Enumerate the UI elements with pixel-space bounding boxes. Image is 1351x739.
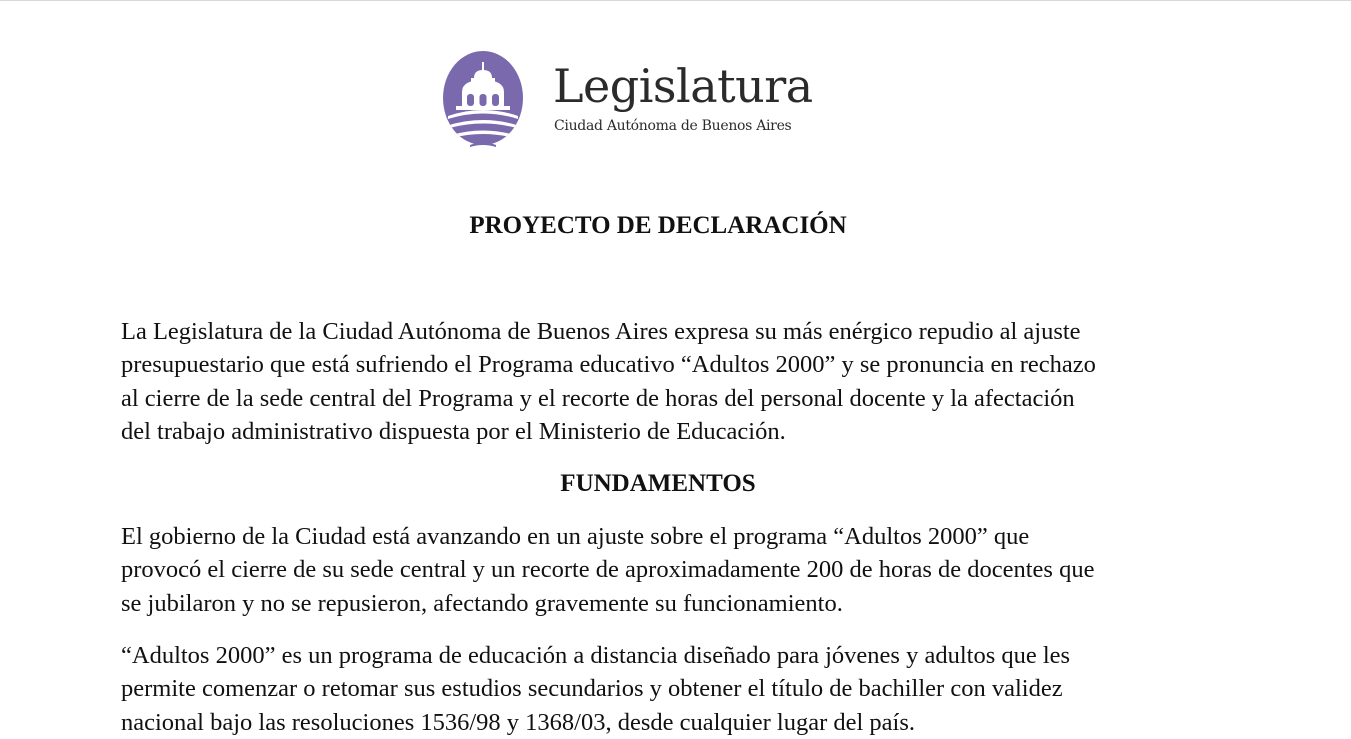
paragraph-line: provocó el cierre de su sede central y un recorte de aproximadamente 200 de horas de docentes que <box>121 556 1095 584</box>
declaration-line: presupuestario que está sufriendo el Programa educativo “Adultos 2000” y se pronuncia en rechazo <box>121 351 1096 379</box>
declaration-line: del trabajo administrativo dispuesta por el Ministerio de Educación. <box>121 417 786 445</box>
paragraph-line: se jubilaron y no se repusieron, afectando gravemente su funcionamiento. <box>121 589 843 617</box>
page-top-border <box>0 0 1351 1</box>
declaration-paragraph <box>121 315 1201 448</box>
fundamentos-paragraph-1 <box>121 520 1201 620</box>
paragraph-line: El gobierno de la Ciudad está avanzando en un ajuste sobre el programa “Adultos 2000” que <box>121 523 1030 550</box>
legislatura-logo <box>440 48 813 154</box>
paragraph-line: permite comenzar o retomar sus estudios secundarios y obtener el título de bachiller con validez <box>121 675 1063 703</box>
legislature-dome-icon <box>440 48 526 152</box>
declaration-line: al cierre de la sede central del Programa y el recorte de horas del personal docente y la afectación <box>121 384 1075 412</box>
fundamentos-heading: FUNDAMENTOS <box>560 470 756 497</box>
declaration-line: La Legislatura de la Ciudad Autónoma de Buenos Aires expresa su más enérgico repudio al ajuste <box>121 318 1081 345</box>
paragraph-line: nacional bajo las resoluciones 1536/98 y 1368/03, desde cualquier lugar del país. <box>121 708 916 736</box>
fundamentos-paragraph-2 <box>121 639 1201 739</box>
document-title: PROYECTO DE DECLARACIÓN <box>469 212 847 239</box>
paragraph-line: “Adultos 2000” es un programa de educación a distancia diseñado para jóvenes y adultos que les <box>121 642 1071 669</box>
logo-subtitle: Ciudad Autónoma de Buenos Aires <box>554 118 792 134</box>
logo-name: Legislatura <box>553 59 813 113</box>
